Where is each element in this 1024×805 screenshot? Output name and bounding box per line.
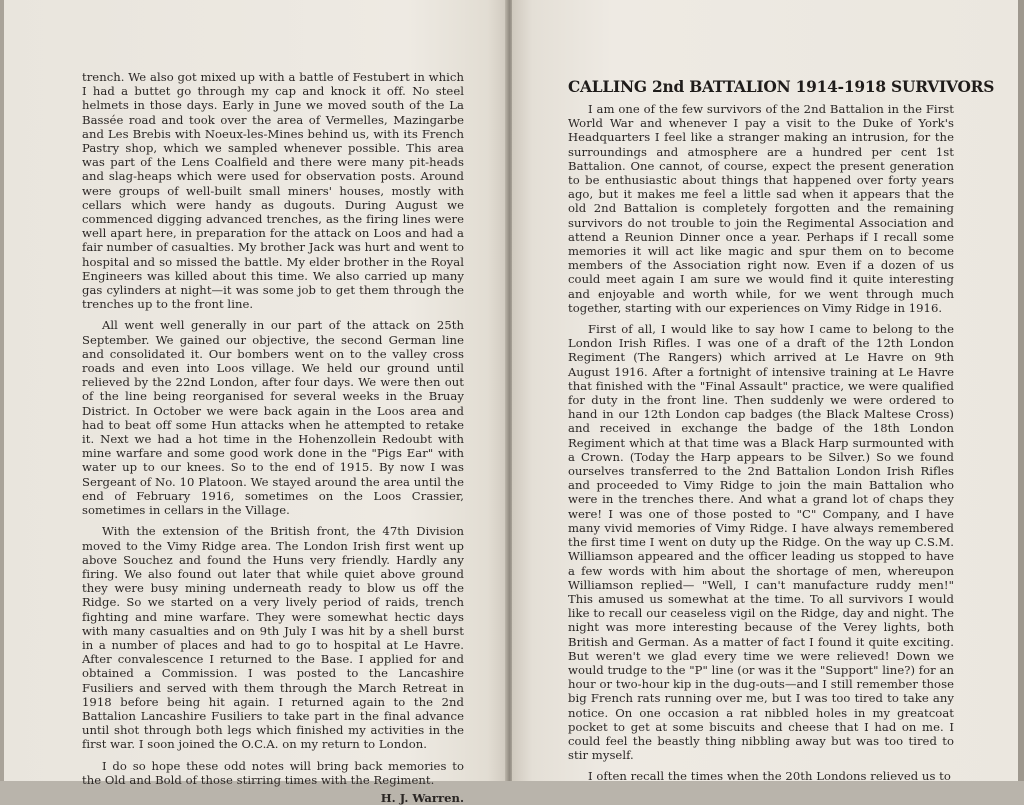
left-paragraph-2: All went well generally in our part of the attack on 25th September. We gained our objective, the second German line and consolidated it. Our bombers went on to the valley cross roads and even into Loos village. We held our ground until relieved by the 22nd London, after four days. We were then out of the line being reorganised for several weeks in the Bruay District. In October we were back again in the Loos area and had to beat off some Hun attacks when he attempted to retake it. Next we had a hot time in the Hohenzollein Redoubt with mine warfare and some good work done in the "Pigs Ear" with water up to our knees. So to the end of 1915. By now I was Sergeant of No. 10 Platoon. We stayed around the area until the end of February 1916, sometimes on the Loos Crassier, sometimes in cellars in the Village. xyxy=(82,318,464,518)
left-paragraph-3: With the extension of the British front, the 47th Division moved to the Vimy Ridge area. The London Irish first went up above Souchez and found the Huns very friendly. Hardly any firing. We also found out later that while quiet above ground they were busy mining underneath ready to blow us off the Ridge. So we started on a very lively period of raids, trench fighting and mine warfare. They were somewhat hectic days with many casualties and on 9th July I was hit by a shell burst in a number of places and had to go to hospital at Le Havre. After convalescence I returned to the Base. I applied for and obtained a Commission. I was posted to the Lancashire Fusiliers and served with them through the March Retreat in 1918 before being hit again. I returned again to the 2nd Battalion Lancashire Fusiliers to take part in the final advance until shot through both legs which finished my activities in the first war. I soon joined the O.C.A. on my return to London. xyxy=(82,524,464,752)
right-paragraph-3: I often recall the times when the 20th Londons relieved us to xyxy=(588,769,951,784)
article-heading: CALLING 2nd BATTALION 1914-1918 SURVIVORS xyxy=(568,78,995,96)
book-edge-right xyxy=(1018,0,1024,781)
right-paragraph-2: First of all, I would like to say how I came to belong to the London Irish Rifles. I was one of a draft of the 12th London Regiment (The Rangers) which arrived at Le Havre on 9th August 1916. After a fortnight of intensive training at Le Havre that finished with the "Final Assault" practice, we were qualified for duty in the front line. Then suddenly we were ordered to hand in our 12th London cap badges (the Black Maltese Cross) and received in exchange the badge of the 18th London Regiment which at that time was a Black Harp surmounted with a Crown. (Today the Harp appears to be Silver.) So we found ourselves transferred to the 2nd Battalion London Irish Rifles and proceeded to Vimy Ridge to join the main Battalion who were in the trenches there. And what a grand lot of chaps they were! I was one of those posted to "C" Company, and I have many vivid memories of Vimy Ridge. I have always remembered the first time I went on duty up the Ridge. On the way up C.S.M. Williamson appeared and the officer leading us stopped to have a few words with him about the shortage of men, whereupon Williamson replied— "Well, I can't manufacture ruddy men!" This amused us somewhat at the time. To all survivors I would like to recall our ceaseless vigil on the Ridge, day and night. The night was more interesting because of the Verey lights, both British and German. As a matter of fact I found it quite exciting. But weren't we glad every time we were relieved! Down we would trudge to the "P" line (or was it the "Support" line?) for an hour or two-hour kip in the dug-outs—and I still remember those big French rats running over me, but I was too tired to take any notice. On one occasion a rat nibbled holes in my greatcoat pocket to get at some biscuits and cheese that I had on me. I could feel the beastly thing nibbling away but was too tired to stir myself. xyxy=(568,322,954,763)
left-paragraph-4: I do so hope these odd notes will bring back memories to the Old and Bold of those stirring times with the Regiment. xyxy=(82,758,464,787)
right-paragraph-1: I am one of the few survivors of the 2nd Battalion in the First World War and whenever I pay a visit to the Duke of York's Headquarters I feel like a stranger making an intrusion, for the surroundings and atmosphere are a hundred per cent 1st Battalion. One cannot, of course, expect the present generation to be enthusiastic about things that happened over forty years ago, but it makes me feel a little sad when it appears that the old 2nd Battalion is completely forgotten and the remaining survivors do not trouble to join the Regimental Association and attend a Reunion Dinner once a year. Perhaps if I recall some memories it will act like magic and spur them on to become members of the Association right now. Even if a dozen of us could meet again I am sure we would find it quite interesting and enjoyable and worth while, for we went through much together, starting with our experiences on Vimy Ridge in 1916. xyxy=(568,102,954,315)
author-signature: H. J. Warren. xyxy=(380,790,464,805)
left-paragraph-1: trench. We also got mixed up with a battle of Festubert in which I had a buttet go through my cap and knock it off. No steel helmets in those days. Early in June we moved south of the La Bassée road and took over the area of Vermelles, Mazingarbe and Les Brebis with Noeux-les-Mines behind us, with its French Pastry shop, which we sampled whenever possible. This area was part of the Lens Coalfield and there were many pit-heads and slag-heaps which were used for observation posts. Around were groups of well-built small miners' houses, mostly with cellars which were handy as dugouts. During August we commenced digging advanced trenches, as the firing lines were well apart here, in preparation for the attack on Loos and had a fair number of casualties. My brother Jack was hurt and went to hospital and so missed the battle. My elder brother in the Royal Engineers was killed about this time. We also carried up many gas cylinders at night—it was some job to get them through the trenches up to the front line. xyxy=(82,70,464,312)
right-page xyxy=(512,0,1018,784)
left-page xyxy=(4,0,508,805)
